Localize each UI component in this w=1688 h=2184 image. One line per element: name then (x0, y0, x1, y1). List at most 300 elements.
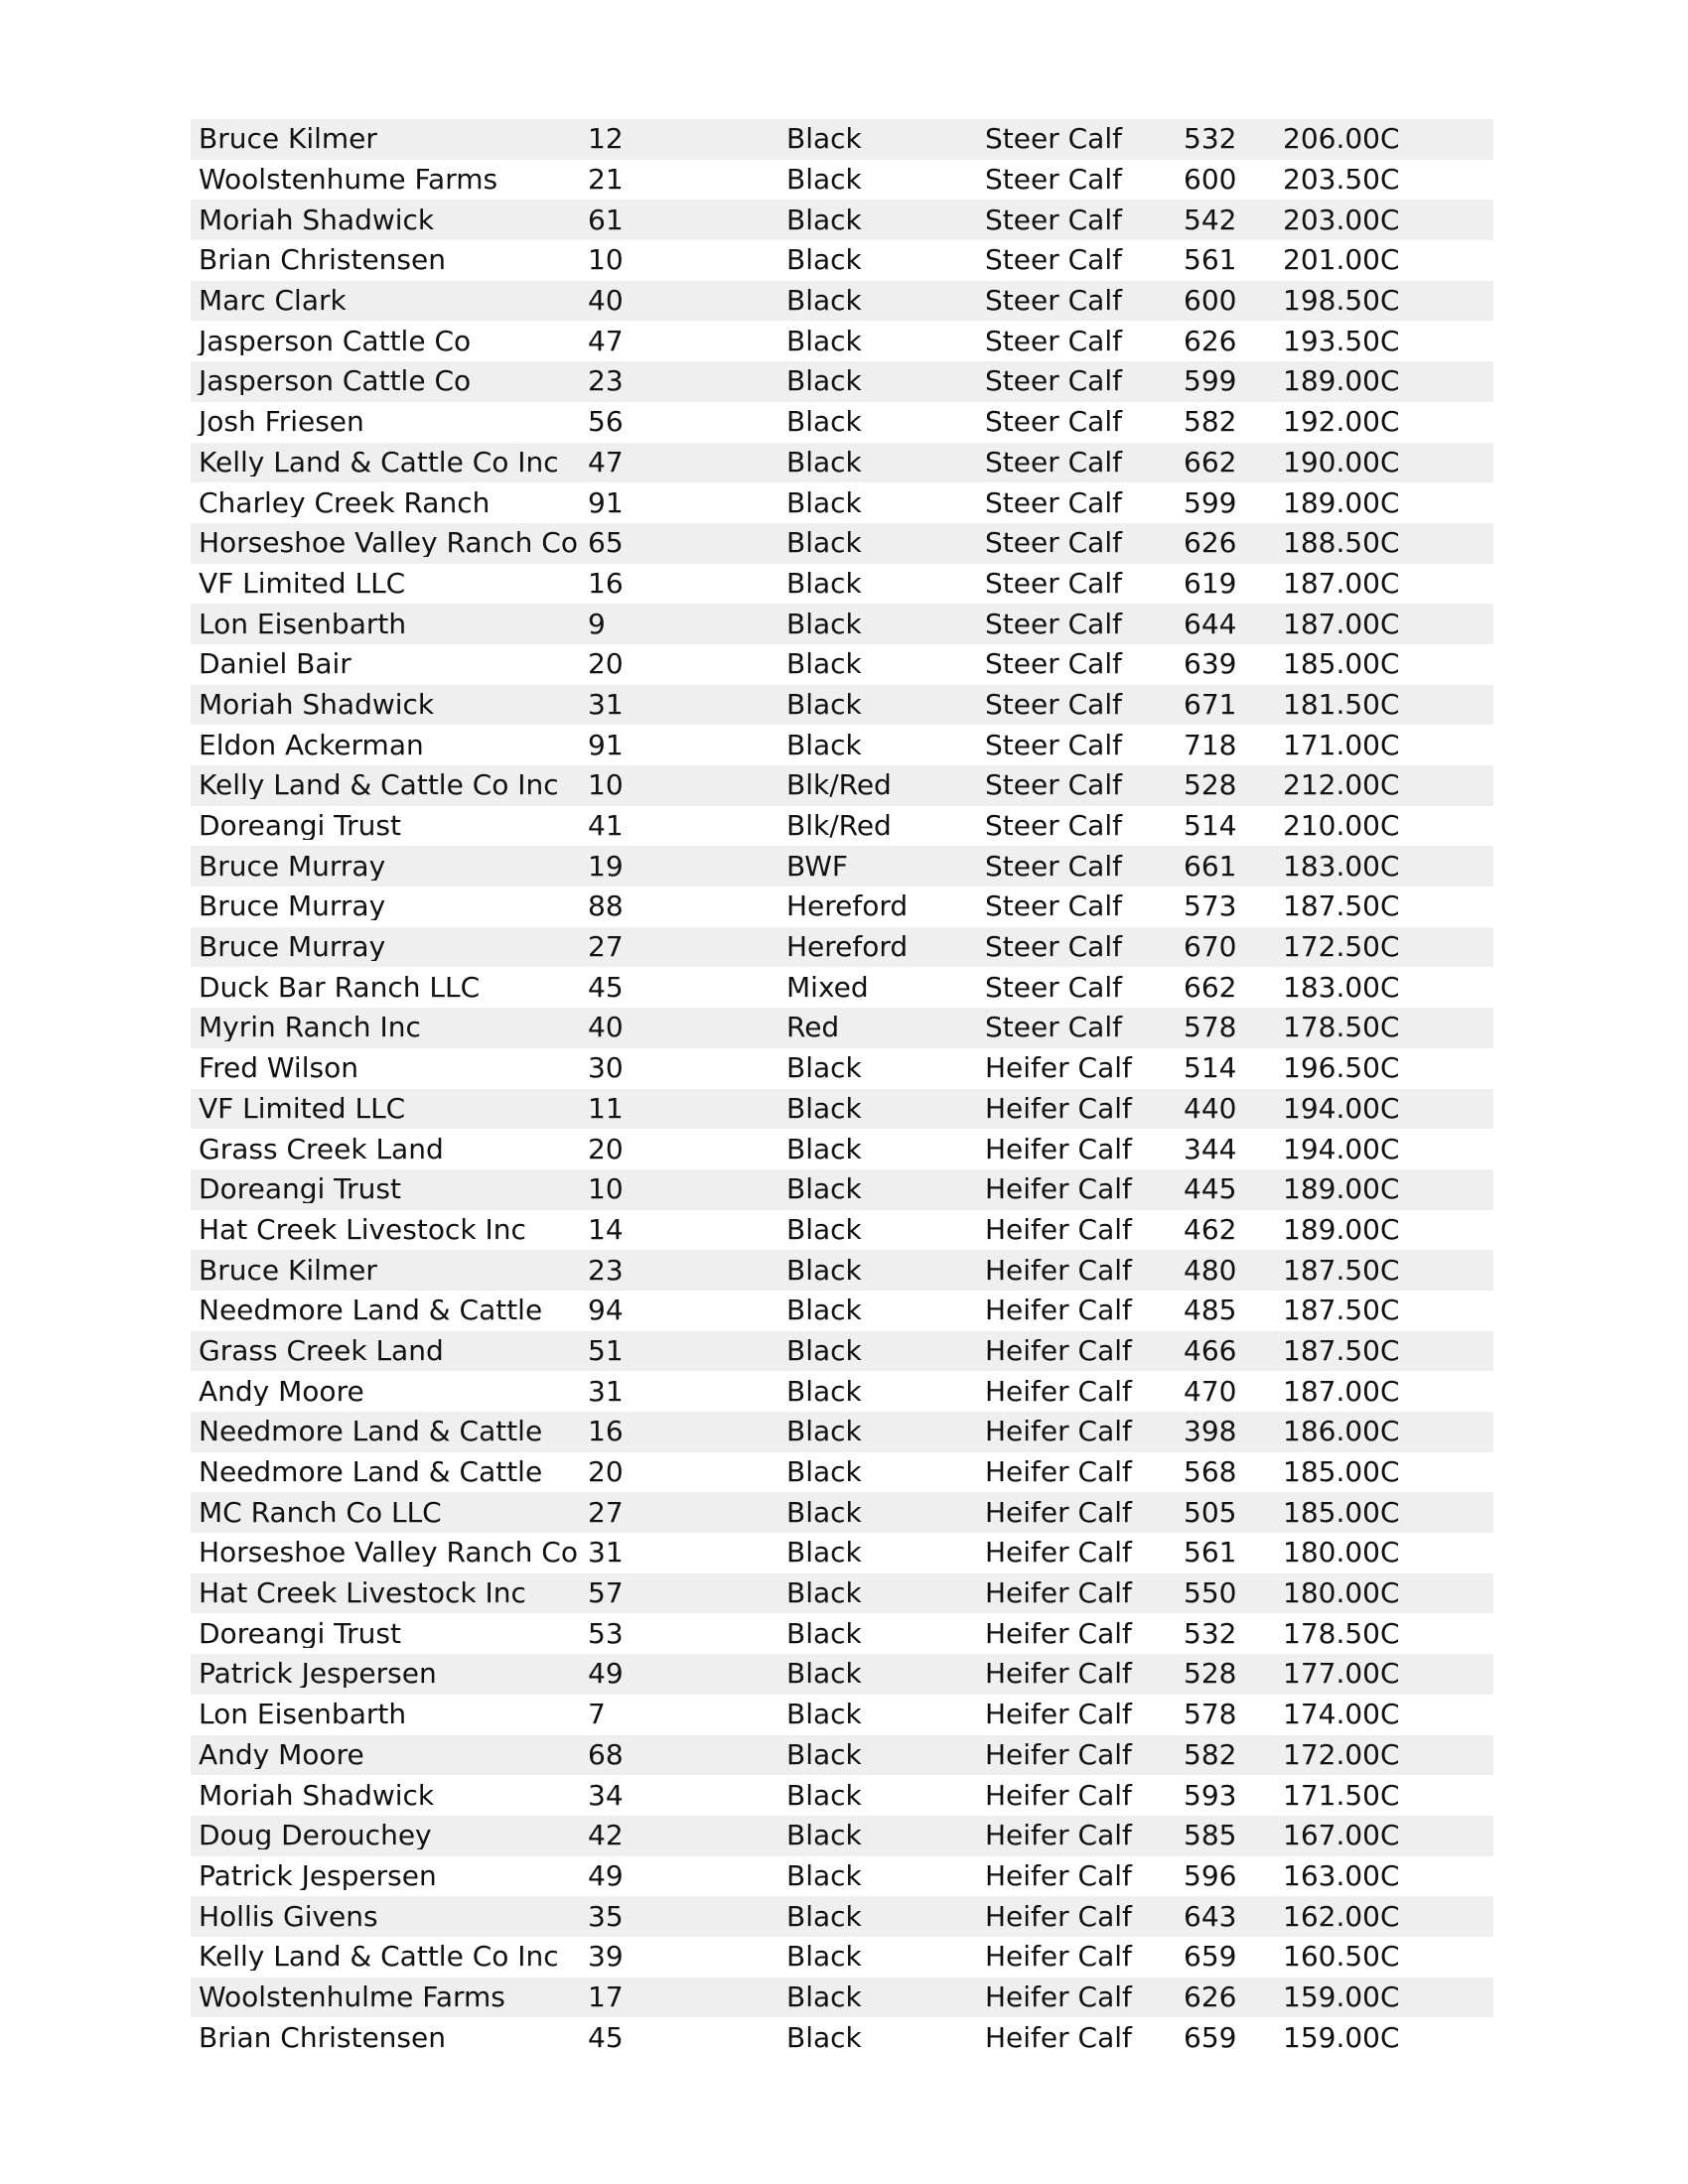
consignor-cell: Duck Bar Ranch LLC (199, 973, 481, 1002)
consignor-cell: Kelly Land & Cattle Co Inc (199, 448, 559, 477)
weight-cell: 643 (1184, 1902, 1237, 1931)
price-cell: 212.00C (1283, 771, 1400, 800)
table-row (191, 967, 1493, 1008)
table-row (191, 321, 1493, 361)
consignor-cell: Hat Creek Livestock Inc (199, 1579, 526, 1608)
consignor-cell: Marc Clark (199, 287, 347, 316)
color-cell: Black (786, 1377, 862, 1406)
head-count-cell: 14 (588, 1215, 624, 1244)
price-cell: 189.00C (1283, 1215, 1400, 1244)
head-count-cell: 34 (588, 1781, 624, 1810)
table-row (191, 1250, 1493, 1291)
consignor-cell: Needmore Land & Cattle (199, 1458, 543, 1487)
color-cell: Black (786, 1458, 862, 1487)
class-cell: Steer Calf (985, 367, 1122, 396)
class-cell: Heifer Calf (985, 1418, 1132, 1446)
weight-cell: 626 (1184, 529, 1237, 558)
weight-cell: 661 (1184, 852, 1237, 881)
class-cell: Heifer Calf (985, 2023, 1132, 2052)
price-cell: 178.50C (1283, 1619, 1400, 1648)
consignor-cell: Hollis Givens (199, 1902, 378, 1931)
color-cell: Black (786, 569, 862, 598)
price-cell: 194.00C (1283, 1135, 1400, 1163)
color-cell: Black (786, 1701, 862, 1729)
price-cell: 180.00C (1283, 1579, 1400, 1608)
consignor-cell: Fred Wilson (199, 1054, 358, 1083)
consignor-cell: Kelly Land & Cattle Co Inc (199, 771, 559, 800)
color-cell: Black (786, 1256, 862, 1285)
class-cell: Heifer Calf (985, 1579, 1132, 1608)
price-cell: 192.00C (1283, 408, 1400, 437)
class-cell: Steer Calf (985, 408, 1122, 437)
price-cell: 187.50C (1283, 1336, 1400, 1365)
class-cell: Steer Calf (985, 529, 1122, 558)
head-count-cell: 31 (588, 690, 624, 719)
consignor-cell: Hat Creek Livestock Inc (199, 1215, 526, 1244)
weight-cell: 578 (1184, 1014, 1237, 1042)
color-cell: Black (786, 1740, 862, 1769)
table-row (191, 765, 1493, 806)
color-cell: Black (786, 408, 862, 437)
color-cell: Black (786, 1498, 862, 1527)
table-row (191, 160, 1493, 201)
head-count-cell: 31 (588, 1377, 624, 1406)
head-count-cell: 9 (588, 610, 606, 638)
color-cell: Black (786, 690, 862, 719)
table-row (191, 2017, 1493, 2058)
head-count-cell: 40 (588, 1014, 624, 1042)
head-count-cell: 47 (588, 327, 624, 355)
table-row (191, 725, 1493, 765)
class-cell: Heifer Calf (985, 1215, 1132, 1244)
price-cell: 196.50C (1283, 1054, 1400, 1083)
consignor-cell: Patrick Jespersen (199, 1861, 437, 1890)
class-cell: Heifer Calf (985, 1297, 1132, 1325)
consignor-cell: Doug Derouchey (199, 1822, 432, 1850)
price-cell: 171.00C (1283, 731, 1400, 759)
price-cell: 183.00C (1283, 852, 1400, 881)
color-cell: Black (786, 529, 862, 558)
color-cell: Black (786, 650, 862, 679)
head-count-cell: 61 (588, 205, 624, 234)
price-cell: 187.00C (1283, 610, 1400, 638)
table-row (191, 1371, 1493, 1412)
price-cell: 189.00C (1283, 1175, 1400, 1204)
price-cell: 187.00C (1283, 569, 1400, 598)
table-row (191, 119, 1493, 160)
consignor-cell: Bruce Murray (199, 892, 386, 921)
price-cell: 162.00C (1283, 1902, 1400, 1931)
consignor-cell: Kelly Land & Cattle Co Inc (199, 1943, 559, 1972)
class-cell: Heifer Calf (985, 1175, 1132, 1204)
price-cell: 185.00C (1283, 1498, 1400, 1527)
consignor-cell: Bruce Murray (199, 852, 386, 881)
head-count-cell: 27 (588, 933, 624, 962)
price-cell: 193.50C (1283, 327, 1400, 355)
head-count-cell: 30 (588, 1054, 624, 1083)
price-cell: 187.50C (1283, 1297, 1400, 1325)
color-cell: Black (786, 166, 862, 195)
color-cell: Black (786, 1175, 862, 1204)
color-cell: Hereford (786, 892, 909, 921)
consignor-cell: Brian Christensen (199, 246, 446, 275)
table-row (191, 1008, 1493, 1048)
weight-cell: 505 (1184, 1498, 1237, 1527)
head-count-cell: 45 (588, 2023, 624, 2052)
class-cell: Steer Calf (985, 973, 1122, 1002)
table-row (191, 1654, 1493, 1695)
price-cell: 194.00C (1283, 1094, 1400, 1123)
table-row (191, 443, 1493, 483)
class-cell: Steer Calf (985, 488, 1122, 517)
head-count-cell: 11 (588, 1094, 624, 1123)
weight-cell: 532 (1184, 125, 1237, 154)
weight-cell: 528 (1184, 771, 1237, 800)
price-cell: 189.00C (1283, 488, 1400, 517)
consignor-cell: Andy Moore (199, 1740, 364, 1769)
weight-cell: 568 (1184, 1458, 1237, 1487)
weight-cell: 662 (1184, 973, 1237, 1002)
consignor-cell: Bruce Kilmer (199, 125, 377, 154)
color-cell: Hereford (786, 933, 909, 962)
weight-cell: 550 (1184, 1579, 1237, 1608)
class-cell: Heifer Calf (985, 1336, 1132, 1365)
consignor-cell: Lon Eisenbarth (199, 1701, 407, 1729)
head-count-cell: 53 (588, 1619, 624, 1648)
color-cell: Black (786, 1822, 862, 1850)
table-row (191, 1533, 1493, 1573)
consignor-cell: Patrick Jespersen (199, 1660, 437, 1689)
consignor-cell: Myrin Ranch Inc (199, 1014, 421, 1042)
price-cell: 159.00C (1283, 2023, 1400, 2052)
head-count-cell: 23 (588, 367, 624, 396)
price-cell: 185.00C (1283, 1458, 1400, 1487)
table-row (191, 1412, 1493, 1452)
weight-cell: 644 (1184, 610, 1237, 638)
weight-cell: 470 (1184, 1377, 1237, 1406)
head-count-cell: 10 (588, 771, 624, 800)
color-cell: Black (786, 125, 862, 154)
price-cell: 206.00C (1283, 125, 1400, 154)
class-cell: Steer Calf (985, 731, 1122, 759)
head-count-cell: 27 (588, 1498, 624, 1527)
head-count-cell: 45 (588, 973, 624, 1002)
weight-cell: 561 (1184, 246, 1237, 275)
class-cell: Steer Calf (985, 327, 1122, 355)
consignor-cell: VF Limited LLC (199, 569, 406, 598)
table-row (191, 1816, 1493, 1856)
price-cell: 171.50C (1283, 1781, 1400, 1810)
head-count-cell: 10 (588, 1175, 624, 1204)
class-cell: Steer Calf (985, 205, 1122, 234)
head-count-cell: 40 (588, 287, 624, 316)
price-cell: 203.00C (1283, 205, 1400, 234)
table-row (191, 564, 1493, 605)
table-row (191, 1169, 1493, 1210)
weight-cell: 585 (1184, 1822, 1237, 1850)
sale-results-table (191, 119, 1493, 2058)
weight-cell: 582 (1184, 408, 1237, 437)
price-cell: 189.00C (1283, 367, 1400, 396)
consignor-cell: Moriah Shadwick (199, 205, 435, 234)
color-cell: Black (786, 1861, 862, 1890)
color-cell: Black (786, 1660, 862, 1689)
consignor-cell: Grass Creek Land (199, 1135, 444, 1163)
weight-cell: 599 (1184, 367, 1237, 396)
price-cell: 177.00C (1283, 1660, 1400, 1689)
consignor-cell: Bruce Kilmer (199, 1256, 377, 1285)
color-cell: Red (786, 1014, 840, 1042)
class-cell: Steer Calf (985, 933, 1122, 962)
color-cell: Black (786, 488, 862, 517)
table-row (191, 1129, 1493, 1169)
table-row (191, 1896, 1493, 1937)
price-cell: 172.00C (1283, 1740, 1400, 1769)
table-row (191, 482, 1493, 523)
head-count-cell: 7 (588, 1701, 606, 1729)
table-row (191, 604, 1493, 644)
consignor-cell: Moriah Shadwick (199, 1781, 435, 1810)
head-count-cell: 51 (588, 1336, 624, 1365)
consignor-cell: VF Limited LLC (199, 1094, 406, 1123)
consignor-cell: Woolstenhulme Farms (199, 1982, 505, 2011)
weight-cell: 659 (1184, 1943, 1237, 1972)
consignor-cell: MC Ranch Co LLC (199, 1498, 442, 1527)
table-row (191, 927, 1493, 968)
price-cell: 190.00C (1283, 448, 1400, 477)
weight-cell: 344 (1184, 1135, 1237, 1163)
weight-cell: 626 (1184, 327, 1237, 355)
color-cell: Black (786, 1054, 862, 1083)
weight-cell: 596 (1184, 1861, 1237, 1890)
weight-cell: 599 (1184, 488, 1237, 517)
color-cell: Black (786, 1539, 862, 1568)
class-cell: Heifer Calf (985, 1943, 1132, 1972)
class-cell: Heifer Calf (985, 1619, 1132, 1648)
weight-cell: 485 (1184, 1297, 1237, 1325)
table-row (191, 523, 1493, 564)
weight-cell: 480 (1184, 1256, 1237, 1285)
consignor-cell: Brian Christensen (199, 2023, 446, 2052)
class-cell: Heifer Calf (985, 1498, 1132, 1527)
price-cell: 160.50C (1283, 1943, 1400, 1972)
price-cell: 167.00C (1283, 1822, 1400, 1850)
color-cell: Black (786, 1418, 862, 1446)
table-row (191, 1089, 1493, 1130)
weight-cell: 593 (1184, 1781, 1237, 1810)
color-cell: Black (786, 1943, 862, 1972)
head-count-cell: 56 (588, 408, 624, 437)
class-cell: Steer Calf (985, 569, 1122, 598)
price-cell: 178.50C (1283, 1014, 1400, 1042)
class-cell: Heifer Calf (985, 1740, 1132, 1769)
price-cell: 187.50C (1283, 892, 1400, 921)
head-count-cell: 20 (588, 650, 624, 679)
class-cell: Heifer Calf (985, 1982, 1132, 2011)
head-count-cell: 42 (588, 1822, 624, 1850)
color-cell: BWF (786, 852, 849, 881)
color-cell: Blk/Red (786, 771, 892, 800)
price-cell: 183.00C (1283, 973, 1400, 1002)
weight-cell: 398 (1184, 1418, 1237, 1446)
color-cell: Mixed (786, 973, 869, 1002)
color-cell: Black (786, 1215, 862, 1244)
weight-cell: 542 (1184, 205, 1237, 234)
price-cell: 185.00C (1283, 650, 1400, 679)
table-row (191, 685, 1493, 726)
head-count-cell: 65 (588, 529, 624, 558)
weight-cell: 670 (1184, 933, 1237, 962)
price-cell: 180.00C (1283, 1539, 1400, 1568)
weight-cell: 659 (1184, 2023, 1237, 2052)
class-cell: Heifer Calf (985, 1135, 1132, 1163)
class-cell: Steer Calf (985, 771, 1122, 800)
price-cell: 198.50C (1283, 287, 1400, 316)
weight-cell: 582 (1184, 1740, 1237, 1769)
class-cell: Steer Calf (985, 1014, 1122, 1042)
consignor-cell: Moriah Shadwick (199, 690, 435, 719)
weight-cell: 718 (1184, 731, 1237, 759)
table-row (191, 1492, 1493, 1533)
consignor-cell: Needmore Land & Cattle (199, 1418, 543, 1446)
table-row (191, 1573, 1493, 1614)
price-cell: 174.00C (1283, 1701, 1400, 1729)
class-cell: Heifer Calf (985, 1701, 1132, 1729)
weight-cell: 528 (1184, 1660, 1237, 1689)
color-cell: Black (786, 1094, 862, 1123)
weight-cell: 626 (1184, 1982, 1237, 2011)
class-cell: Heifer Calf (985, 1054, 1132, 1083)
head-count-cell: 49 (588, 1660, 624, 1689)
table-row (191, 1978, 1493, 2018)
consignor-cell: Doreangi Trust (199, 812, 401, 841)
consignor-cell: Horseshoe Valley Ranch Co (199, 529, 578, 558)
head-count-cell: 57 (588, 1579, 624, 1608)
table-row (191, 1613, 1493, 1654)
class-cell: Heifer Calf (985, 1458, 1132, 1487)
weight-cell: 619 (1184, 569, 1237, 598)
price-cell: 187.50C (1283, 1256, 1400, 1285)
color-cell: Black (786, 205, 862, 234)
table-row (191, 887, 1493, 927)
consignor-cell: Bruce Murray (199, 933, 386, 962)
color-cell: Black (786, 610, 862, 638)
head-count-cell: 39 (588, 1943, 624, 1972)
price-cell: 163.00C (1283, 1861, 1400, 1890)
table-row (191, 846, 1493, 887)
consignor-cell: Horseshoe Valley Ranch Co (199, 1539, 578, 1568)
weight-cell: 532 (1184, 1619, 1237, 1648)
color-cell: Blk/Red (786, 812, 892, 841)
head-count-cell: 31 (588, 1539, 624, 1568)
head-count-cell: 10 (588, 246, 624, 275)
class-cell: Heifer Calf (985, 1256, 1132, 1285)
table-row (191, 1775, 1493, 1816)
head-count-cell: 41 (588, 812, 624, 841)
head-count-cell: 21 (588, 166, 624, 195)
price-cell: 188.50C (1283, 529, 1400, 558)
consignor-cell: Doreangi Trust (199, 1175, 401, 1204)
consignor-cell: Jasperson Cattle Co (199, 327, 472, 355)
consignor-cell: Lon Eisenbarth (199, 610, 407, 638)
head-count-cell: 91 (588, 488, 624, 517)
weight-cell: 578 (1184, 1701, 1237, 1729)
class-cell: Heifer Calf (985, 1861, 1132, 1890)
consignor-cell: Daniel Bair (199, 650, 352, 679)
weight-cell: 600 (1184, 287, 1237, 316)
table-row (191, 1695, 1493, 1735)
color-cell: Black (786, 246, 862, 275)
color-cell: Black (786, 731, 862, 759)
color-cell: Black (786, 1135, 862, 1163)
color-cell: Black (786, 327, 862, 355)
weight-cell: 561 (1184, 1539, 1237, 1568)
consignor-cell: Josh Friesen (199, 408, 364, 437)
head-count-cell: 23 (588, 1256, 624, 1285)
price-cell: 187.00C (1283, 1377, 1400, 1406)
head-count-cell: 16 (588, 1418, 624, 1446)
class-cell: Steer Calf (985, 650, 1122, 679)
class-cell: Heifer Calf (985, 1377, 1132, 1406)
head-count-cell: 94 (588, 1297, 624, 1325)
consignor-cell: Grass Creek Land (199, 1336, 444, 1365)
color-cell: Black (786, 1781, 862, 1810)
consignor-cell: Doreangi Trust (199, 1619, 401, 1648)
class-cell: Steer Calf (985, 852, 1122, 881)
price-cell: 201.00C (1283, 246, 1400, 275)
class-cell: Steer Calf (985, 166, 1122, 195)
table-row (191, 240, 1493, 281)
consignor-cell: Woolstenhume Farms (199, 166, 498, 195)
weight-cell: 445 (1184, 1175, 1237, 1204)
table-row (191, 402, 1493, 443)
price-cell: 210.00C (1283, 812, 1400, 841)
price-cell: 203.50C (1283, 166, 1400, 195)
table-row (191, 1331, 1493, 1372)
color-cell: Black (786, 1902, 862, 1931)
class-cell: Steer Calf (985, 812, 1122, 841)
table-row (191, 1856, 1493, 1897)
color-cell: Black (786, 448, 862, 477)
consignor-cell: Charley Creek Ranch (199, 488, 491, 517)
color-cell: Black (786, 1579, 862, 1608)
head-count-cell: 47 (588, 448, 624, 477)
head-count-cell: 19 (588, 852, 624, 881)
weight-cell: 639 (1184, 650, 1237, 679)
color-cell: Black (786, 287, 862, 316)
class-cell: Steer Calf (985, 892, 1122, 921)
class-cell: Heifer Calf (985, 1094, 1132, 1123)
head-count-cell: 12 (588, 125, 624, 154)
head-count-cell: 35 (588, 1902, 624, 1931)
class-cell: Heifer Calf (985, 1822, 1132, 1850)
color-cell: Black (786, 1336, 862, 1365)
head-count-cell: 16 (588, 569, 624, 598)
head-count-cell: 91 (588, 731, 624, 759)
weight-cell: 573 (1184, 892, 1237, 921)
class-cell: Heifer Calf (985, 1902, 1132, 1931)
table-row (191, 281, 1493, 322)
table-row (191, 806, 1493, 847)
weight-cell: 671 (1184, 690, 1237, 719)
class-cell: Steer Calf (985, 448, 1122, 477)
table-row (191, 1210, 1493, 1251)
class-cell: Steer Calf (985, 690, 1122, 719)
class-cell: Steer Calf (985, 125, 1122, 154)
color-cell: Black (786, 367, 862, 396)
color-cell: Black (786, 1982, 862, 2011)
table-row (191, 200, 1493, 240)
